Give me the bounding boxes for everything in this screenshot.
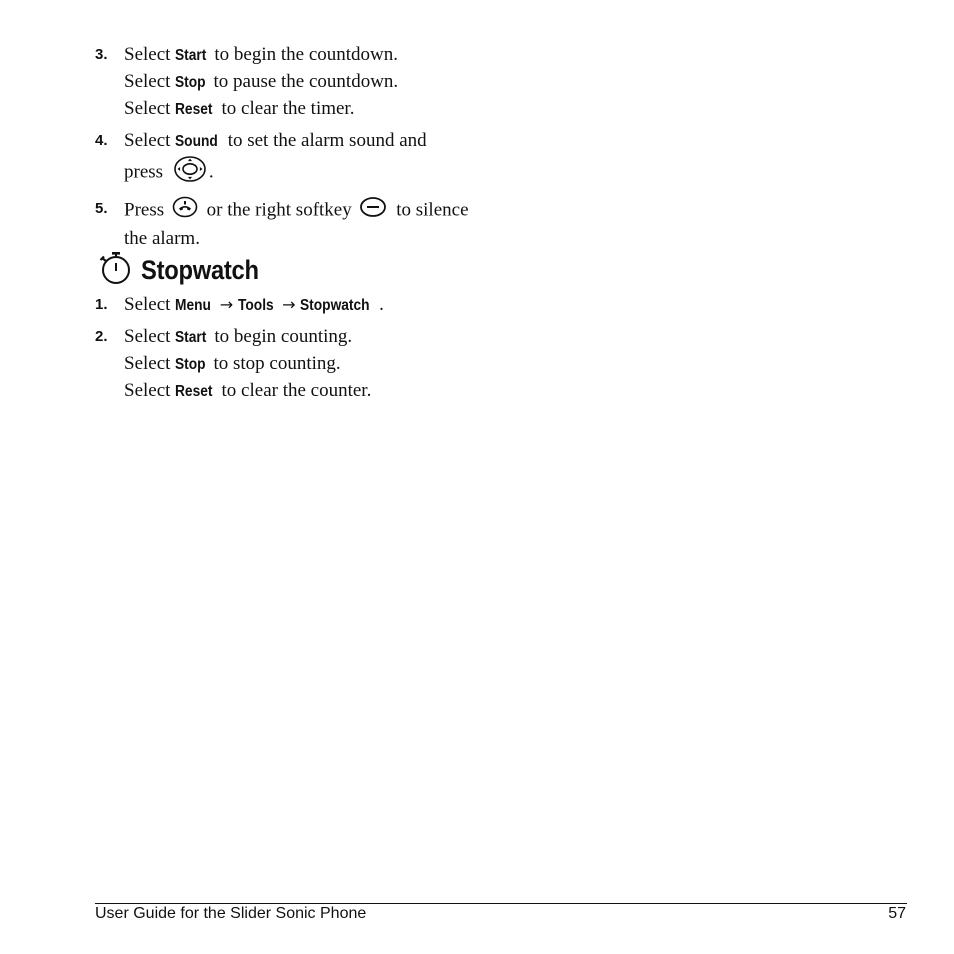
step-line: Select Stop to stop counting. — [124, 351, 515, 378]
keyword: Reset — [175, 383, 213, 400]
step-line: Press or the right softkey to silence — [124, 196, 515, 226]
footer-title: User Guide for the Slider Sonic Phone — [95, 905, 367, 922]
step-number: 5. — [95, 200, 108, 217]
menu-path-stopwatch: Stopwatch — [300, 297, 370, 314]
step-number: 4. — [95, 132, 108, 149]
keyword: Start — [175, 47, 207, 64]
stopwatch-steps-list — [95, 292, 515, 405]
step-line: Select Sound to set the alarm sound and — [124, 128, 515, 155]
step-line: Select Reset to clear the timer. — [124, 96, 515, 123]
page-number: 57 — [888, 905, 906, 922]
keyword: Sound — [175, 133, 218, 150]
list-item — [95, 324, 515, 405]
page-title: Stopwatch — [141, 254, 259, 285]
step-line: press . — [124, 155, 515, 191]
step-number: 1. — [95, 296, 108, 313]
list-item — [95, 42, 515, 123]
arrow: → — [282, 295, 296, 314]
timer-steps-list — [95, 42, 515, 252]
stopwatch-icon — [97, 249, 133, 292]
menu-path-menu: Menu — [175, 297, 212, 314]
section-heading — [97, 250, 275, 290]
right-softkey-icon — [359, 196, 387, 226]
step-line: the alarm. — [124, 228, 200, 249]
list-item — [95, 128, 515, 191]
list-item — [95, 196, 515, 252]
list-item — [95, 292, 515, 319]
footer-divider — [95, 903, 907, 904]
keyword: Stop — [175, 356, 206, 373]
menu-path-tools: Tools — [237, 297, 274, 314]
step-line: Select Start to begin the countdown. — [124, 42, 515, 69]
step-line: Select Reset to clear the counter. — [124, 378, 515, 405]
step-line: Select Start to begin counting. — [124, 324, 515, 351]
keyword: Reset — [175, 101, 213, 118]
menu-path-line: Select Menu → Tools → Stopwatch . — [124, 292, 515, 319]
step-number: 2. — [95, 328, 108, 345]
keyword: Start — [175, 329, 207, 346]
step-number: 3. — [95, 46, 108, 63]
step-line: Select Stop to pause the countdown. — [124, 69, 515, 96]
ok-navigation-key-icon — [173, 155, 207, 191]
end-key-icon — [172, 196, 198, 226]
arrow: → — [219, 295, 234, 314]
keyword: Stop — [175, 74, 206, 91]
